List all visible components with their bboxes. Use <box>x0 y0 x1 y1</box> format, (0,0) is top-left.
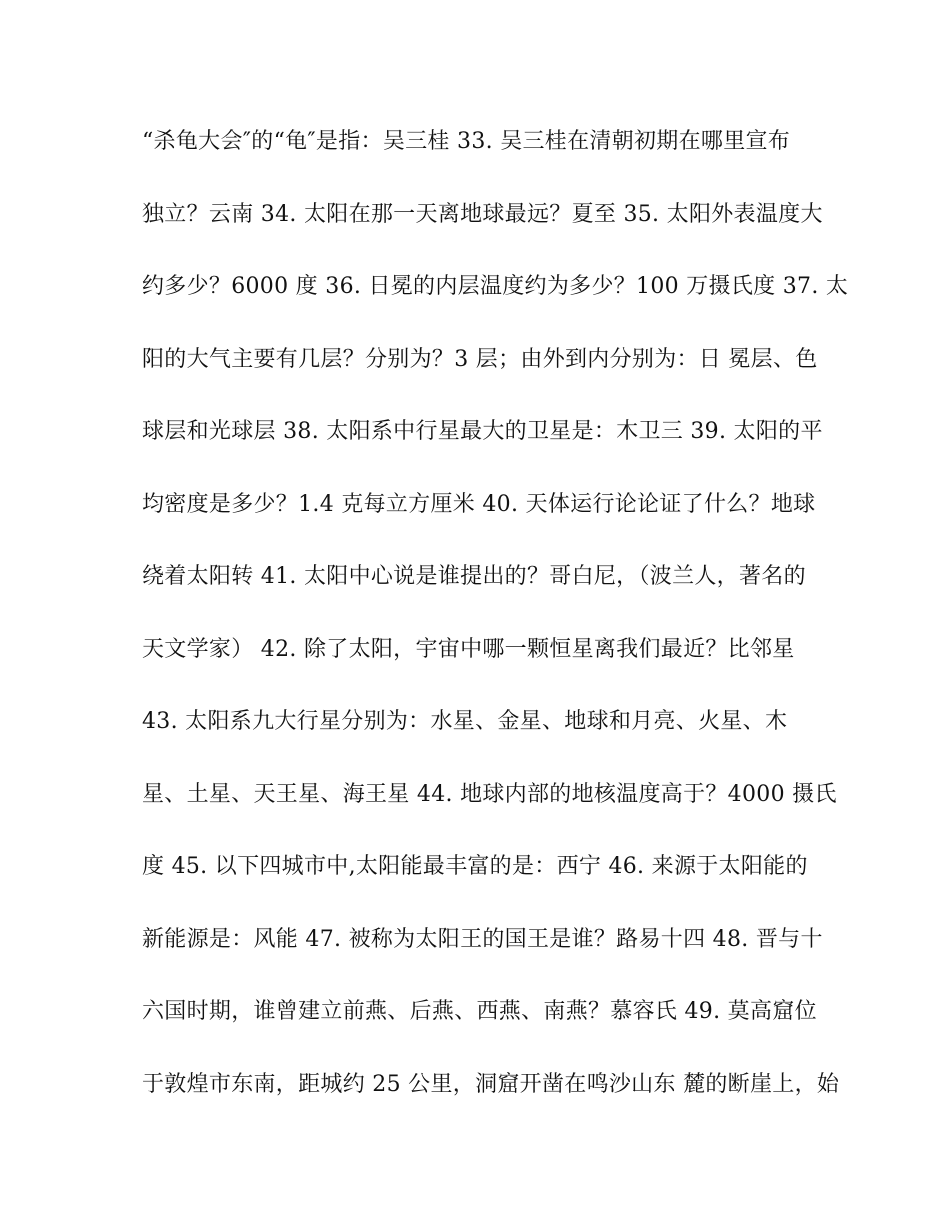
text-line: 天文学家） 42. 除了太阳，宇宙中哪一颗恒星离我们最近？比邻星 <box>142 636 795 662</box>
body-text <box>142 122 849 1137</box>
text-line: 球层和光球层 38. 太阳系中行星最大的卫星是：木卫三 39. 太阳的平 <box>142 419 823 444</box>
text-line: 星、土星、天王星、海王星 44. 地球内部的地核温度高于？4000 摄氏 <box>142 781 837 807</box>
text-line: 阳的大气主要有几层？分别为？3 层；由外到内分别为：日 冕层、色 <box>142 346 818 372</box>
text-line: 绕着太阳转 41. 太阳中心说是谁提出的？哥白尼，（波兰人，著名的 <box>142 564 806 589</box>
text-line: 六国时期，谁曾建立前燕、后燕、西燕、南燕？慕容氏 49. 莫高窟位 <box>142 999 817 1024</box>
text-line: 度 45. 以下四城市中,太阳能最丰富的是：西宁 46. 来源于太阳能的 <box>142 854 808 879</box>
text-line: 均密度是多少？1.4 克每立方厘米 40. 天体运行论论证了什么？地球 <box>142 491 816 517</box>
text-line: 约多少？6000 度 36. 日冕的内层温度约为多少？100 万摄氏度 37. 太 <box>142 274 849 299</box>
text-line: 于敦煌市东南，距城约 25 公里，洞窟开凿在鸣沙山东 麓的断崖上，始 <box>142 1071 840 1097</box>
text-line: “杀龟大会″的“龟″是指：吴三桂 33. 吴三桂在清朝初期在哪里宣布 <box>142 129 791 154</box>
text-line: 新能源是：风能 47. 被称为太阳王的国王是谁？路易十四 48. 晋与十 <box>142 926 823 952</box>
text-line: 独立？云南 34. 太阳在那一天离地球最远？夏至 35. 太阳外表温度大 <box>142 201 823 227</box>
text-line: 43. 太阳系九大行星分别为：水星、金星、地球和月亮、火星、木 <box>142 709 788 734</box>
